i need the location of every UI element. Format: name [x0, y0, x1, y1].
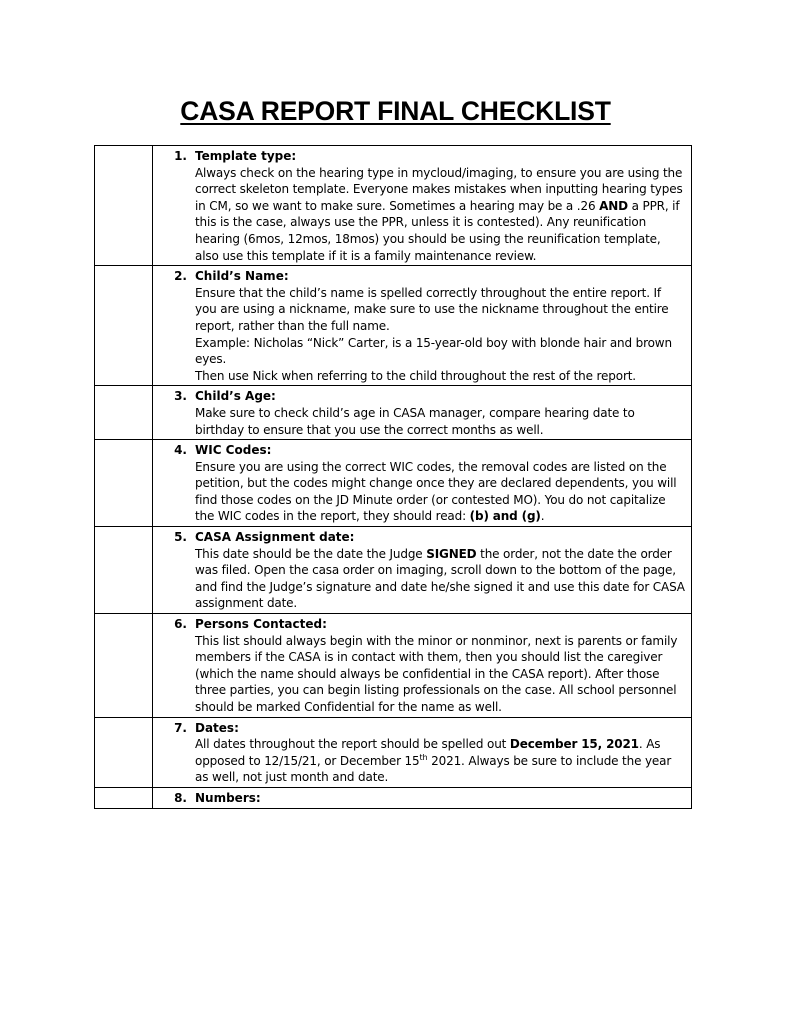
item-text: Then use Nick when referring to the child throughout the rest of the report.: [195, 368, 636, 383]
item-text: This date should be the date the Judge: [195, 546, 427, 561]
checkbox-cell[interactable]: [95, 266, 153, 386]
item-heading: Dates:: [195, 720, 239, 735]
item-number: 6.: [174, 617, 187, 632]
item-text: . As opposed to 12/15/21, or December 15: [195, 737, 661, 768]
item-text: 2021. Always be sure to include the year as well, not just month and date.: [195, 753, 672, 785]
item-number: 7.: [174, 720, 187, 735]
item-heading: Numbers:: [195, 790, 261, 805]
table-row: [95, 386, 692, 440]
checklist-item: [153, 717, 692, 787]
checkbox-cell[interactable]: [95, 787, 153, 808]
checkbox-cell[interactable]: [95, 614, 153, 718]
item-text: .: [540, 509, 545, 524]
checklist-item: [153, 146, 692, 266]
item-number: 3.: [174, 389, 187, 404]
item-body: [195, 459, 685, 525]
item-heading: Template type:: [195, 149, 297, 163]
checklist-item: [153, 266, 692, 386]
table-row: [95, 266, 692, 386]
table-row: [95, 146, 692, 266]
table-row: [95, 787, 692, 808]
checklist-item: [153, 527, 692, 614]
item-body: [195, 546, 685, 612]
checklist-item: [153, 386, 692, 440]
item-body: [195, 165, 685, 265]
item-heading: WIC Codes:: [195, 443, 272, 458]
item-body: [195, 285, 685, 385]
item-text-bold: SIGNED: [426, 546, 477, 561]
table-row: [95, 614, 692, 718]
table-row: [95, 717, 692, 787]
item-text: Ensure you are using the correct WIC codes, the removal codes are listed on the petition, but the codes might change once they are declared dependents, you will find those codes on the JD Minute order (or contested MO). You do not capitalize the WIC codes in the report, they should read:: [195, 459, 677, 524]
checklist-table: [94, 145, 692, 809]
table-row: [95, 440, 692, 527]
checklist-item: [153, 614, 692, 718]
item-text: Example: Nicholas “Nick” Carter, is a 15-year-old boy with blonde hair and brown eyes.: [195, 335, 672, 367]
item-number: 2.: [174, 269, 187, 284]
item-text: All dates throughout the report should be spelled out: [195, 737, 510, 752]
item-heading: Child’s Name:: [195, 269, 289, 284]
item-heading: Child’s Age:: [195, 389, 276, 404]
checkbox-cell[interactable]: [95, 386, 153, 440]
checkbox-cell[interactable]: [95, 527, 153, 614]
item-body: [195, 736, 685, 786]
item-text-superscript: th: [419, 752, 428, 762]
checklist-item: [153, 440, 692, 527]
item-heading: Persons Contacted:: [195, 617, 327, 632]
item-number: 5.: [174, 530, 187, 545]
checklist-item: [153, 787, 692, 808]
item-number: 4.: [174, 443, 187, 458]
item-heading: CASA Assignment date:: [195, 530, 355, 545]
item-text: a PPR, if this is the case, always use the PPR, unless it is contested). Any reunification hearing (6mos, 12mos, 18mos) you should be using the reunification template, also use this template if it is a family maintenance review.: [195, 198, 680, 263]
checkbox-cell[interactable]: [95, 717, 153, 787]
item-number: 1.: [174, 149, 187, 163]
item-body: [195, 405, 685, 438]
item-text: This list should always begin with the minor or nonminor, next is parents or family members if the CASA is in contact with them, then you should list the caregiver (which the name should always be confidential in the CASA report). After those three parties, you can begin listing professionals on the case. All school personnel should be marked Confidential for the name as well.: [195, 633, 678, 714]
checkbox-cell[interactable]: [95, 440, 153, 527]
item-text: Ensure that the child’s name is spelled correctly throughout the entire report. If you are using a nickname, make sure to use the nickname throughout the entire report, rather than the full name.: [195, 285, 669, 333]
checkbox-cell[interactable]: [95, 146, 153, 266]
page-title: CASA REPORT FINAL CHECKLIST: [180, 96, 611, 126]
table-row: [95, 527, 692, 614]
item-number: 8.: [174, 790, 187, 805]
item-text-bold: AND: [599, 198, 628, 213]
item-text: the order, not the date the order was filed. Open the casa order on imaging, scroll down to the bottom of the page, and find the Judge’s signature and date he/she signed it and use this date for CASA assignment date.: [195, 546, 685, 611]
item-text: Always check on the hearing type in mycloud/imaging, to ensure you are using the correct skeleton template. Everyone makes mistakes when inputting hearing types in CM, so we want to make sure. Sometimes a hearing may be a .26: [195, 165, 683, 213]
item-body: [195, 633, 685, 716]
item-text-bold: (b) and (g): [469, 509, 541, 524]
item-text-bold: December 15, 2021: [509, 737, 639, 752]
item-text: Make sure to check child’s age in CASA manager, compare hearing date to birthday to ensure that you use the correct months as well.: [195, 405, 635, 437]
